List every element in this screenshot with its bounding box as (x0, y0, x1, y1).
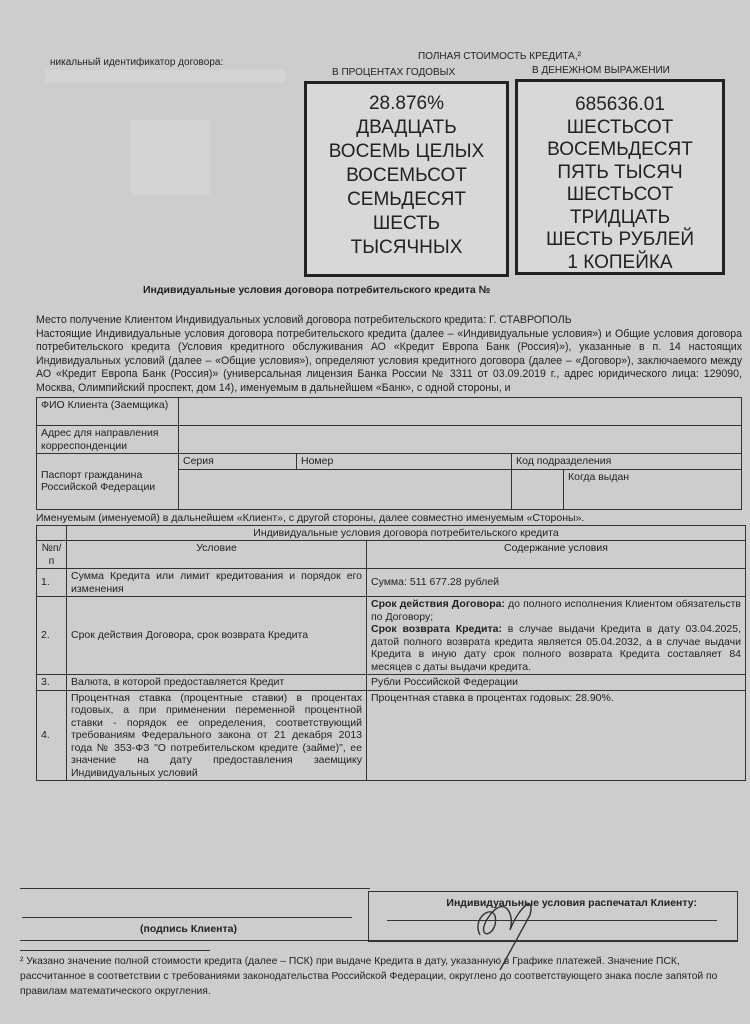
client-sign-label: (подпись Клиента) (140, 923, 237, 935)
document-body (36, 314, 746, 781)
percent-line: СЕМЬДЕСЯТ (347, 189, 466, 210)
header-condition: Условие (67, 541, 367, 569)
row-condition: Валюта, в которой предоставляется Кредит (67, 675, 367, 691)
printed-by-line (387, 920, 717, 921)
document-title: Индивидуальные условия договора потребительского кредита № (143, 284, 491, 296)
header-num: №п/п (37, 541, 67, 569)
row-condition: Срок действия Договора, срок возврата Кредита (67, 597, 367, 675)
sign-line (20, 888, 370, 889)
psk-title: ПОЛНАЯ СТОИМОСТЬ КРЕДИТА,² (418, 51, 581, 62)
intro-place: Место получение Клиентом Индивидуальных условий договора потребительского кредита: Г. СТАВРОПОЛЬ (36, 314, 572, 326)
term-label: Срок действия Договора: (371, 598, 505, 610)
issued-label: Когда выдан (564, 469, 742, 509)
spacer (512, 469, 564, 509)
row-condition: Процентная ставка (процентные ставки) в процентах годовых, а при применении переменной процентной ставки - порядок ее определения, соответствующий требованиям Федерального закона от 21 декабря 2013 года № 353-ФЗ "О потребительском кредите (займе)", ее значение на дату предоставления заемщику Индивидуальных условий (67, 690, 367, 781)
percent-line: 28.876% (368, 93, 444, 114)
table-row (37, 690, 746, 781)
sign-line (22, 917, 352, 918)
money-line: ШЕСТЬ РУБЛЕЙ (545, 229, 695, 250)
money-line: 685636.01 (575, 94, 665, 115)
table-row (37, 597, 746, 675)
address-label: Адрес для направления корреспонденции (37, 426, 179, 454)
money-line: ШЕСТЬСОТ (566, 184, 674, 205)
money-line: ВОСЕМЬДЕСЯТ (547, 139, 693, 160)
term-text: до полного исполнения Клиентом обязательств по Договору; (371, 598, 741, 623)
row-content: Сумма: 511 677.28 рублей (367, 569, 746, 597)
percent-line: ТЫСЯЧНЫХ (350, 237, 463, 258)
passport-field (179, 469, 512, 509)
percent-line: ВОСЕМЬСОТ (346, 165, 467, 186)
money-line: ШЕСТЬСОТ (566, 116, 674, 138)
row-condition: Сумма Кредита или лимит кредитования и порядок его изменения (67, 569, 367, 597)
money-label: В ДЕНЕЖНОМ ВЫРАЖЕНИИ (532, 65, 670, 76)
repay-text: в случае выдачи Кредита в дату 03.04.2025, датой полного возврата кредита является 05.04.2032, а в случае выдачи Кредита в иную дату срок полного возврата Кредита составляет 84 месяцев с даты выдачи кредита. (371, 623, 741, 673)
conditions-table (36, 525, 746, 782)
code-label: Код подразделения (512, 454, 742, 470)
row-num: 1. (37, 569, 67, 597)
series-label: Серия (179, 454, 297, 470)
psk-money-box (515, 79, 725, 275)
printed-by-box (368, 891, 738, 942)
redacted-area (130, 120, 210, 195)
sign-line (20, 940, 370, 941)
row-num: 4. (37, 690, 67, 781)
row-content: Рубли Российской Федерации (367, 675, 746, 691)
parties-text: Именуемым (именуемой) в дальнейшем «Клиент», с другой стороны, далее совместно именуемым «Стороны». (36, 511, 585, 524)
printed-by-label: Индивидуальные условия распечатал Клиенту: (446, 897, 697, 909)
psk-percent-box (304, 81, 509, 277)
money-line: ПЯТЬ ТЫСЯЧ (557, 161, 683, 183)
percent-line: ДВАДЦАТЬ (356, 117, 457, 138)
contract-id-label: никальный идентификатор договора: (50, 57, 224, 68)
passport-label: Паспорт гражданина Российской Федерации (37, 454, 179, 510)
table-caption: Индивидуальные условия договора потребительского кредита (67, 525, 746, 541)
fio-label: ФИО Клиента (Заемщика) (37, 398, 179, 426)
footnote: ² Указано значение полной стоимости кредита (далее – ПСК) при выдаче Кредита в дату, указанную в Графике платежей. Значение ПСК, рассчитанное в соответствии с требованиями законодательства Российской Федерации, округлено до соответствующего знака после запятой по правилам математического округления. (20, 956, 718, 997)
percent-line: ШЕСТЬ (372, 213, 441, 234)
fio-field (179, 398, 742, 426)
row-num: 3. (37, 675, 67, 691)
address-field (179, 426, 742, 454)
header-content: Содержание условия (367, 541, 746, 569)
row-num: 2. (37, 597, 67, 675)
empty-cell (37, 525, 67, 541)
percent-line: ВОСЕМЬ ЦЕЛЫХ (328, 141, 485, 162)
redacted-id (45, 70, 285, 82)
footnote-divider (20, 950, 210, 951)
money-line: 1 КОПЕЙКА (567, 251, 673, 273)
table-row (37, 569, 746, 597)
table-row (37, 675, 746, 691)
row-content (367, 597, 746, 675)
intro-body: Настоящие Индивидуальные условия договора потребительского кредита (далее – «Индивидуальные условия») и Общие условия договора потребительского кредита (Условия кредитного обслуживания АО «Кредит Европа Банк (Россия)»), указанные в п. 14 настоящих Индивидуальных условий (далее – «Общие условия»), определяют условия кредитного договора (далее – «Договор»), заключаемого между АО «Кредит Европа Банк (Россия)» (универсальная лицензия Банка России № 3311 от 03.09.2019 г., адрес юридического лица: 129090, Москва, Олимпийский проспект, дом 14), именуемым в дальнейшем «Банк», с одной стороны, и (36, 327, 742, 394)
money-line: ТРИДЦАТЬ (569, 206, 671, 228)
percent-label: В ПРОЦЕНТАХ ГОДОВЫХ (332, 67, 456, 78)
repay-label: Срок возврата Кредита: (371, 623, 502, 635)
intro-text (36, 314, 742, 395)
client-table (36, 397, 742, 510)
number-label: Номер (297, 454, 512, 470)
row-content: Процентная ставка в процентах годовых: 28.90%. (367, 690, 746, 781)
